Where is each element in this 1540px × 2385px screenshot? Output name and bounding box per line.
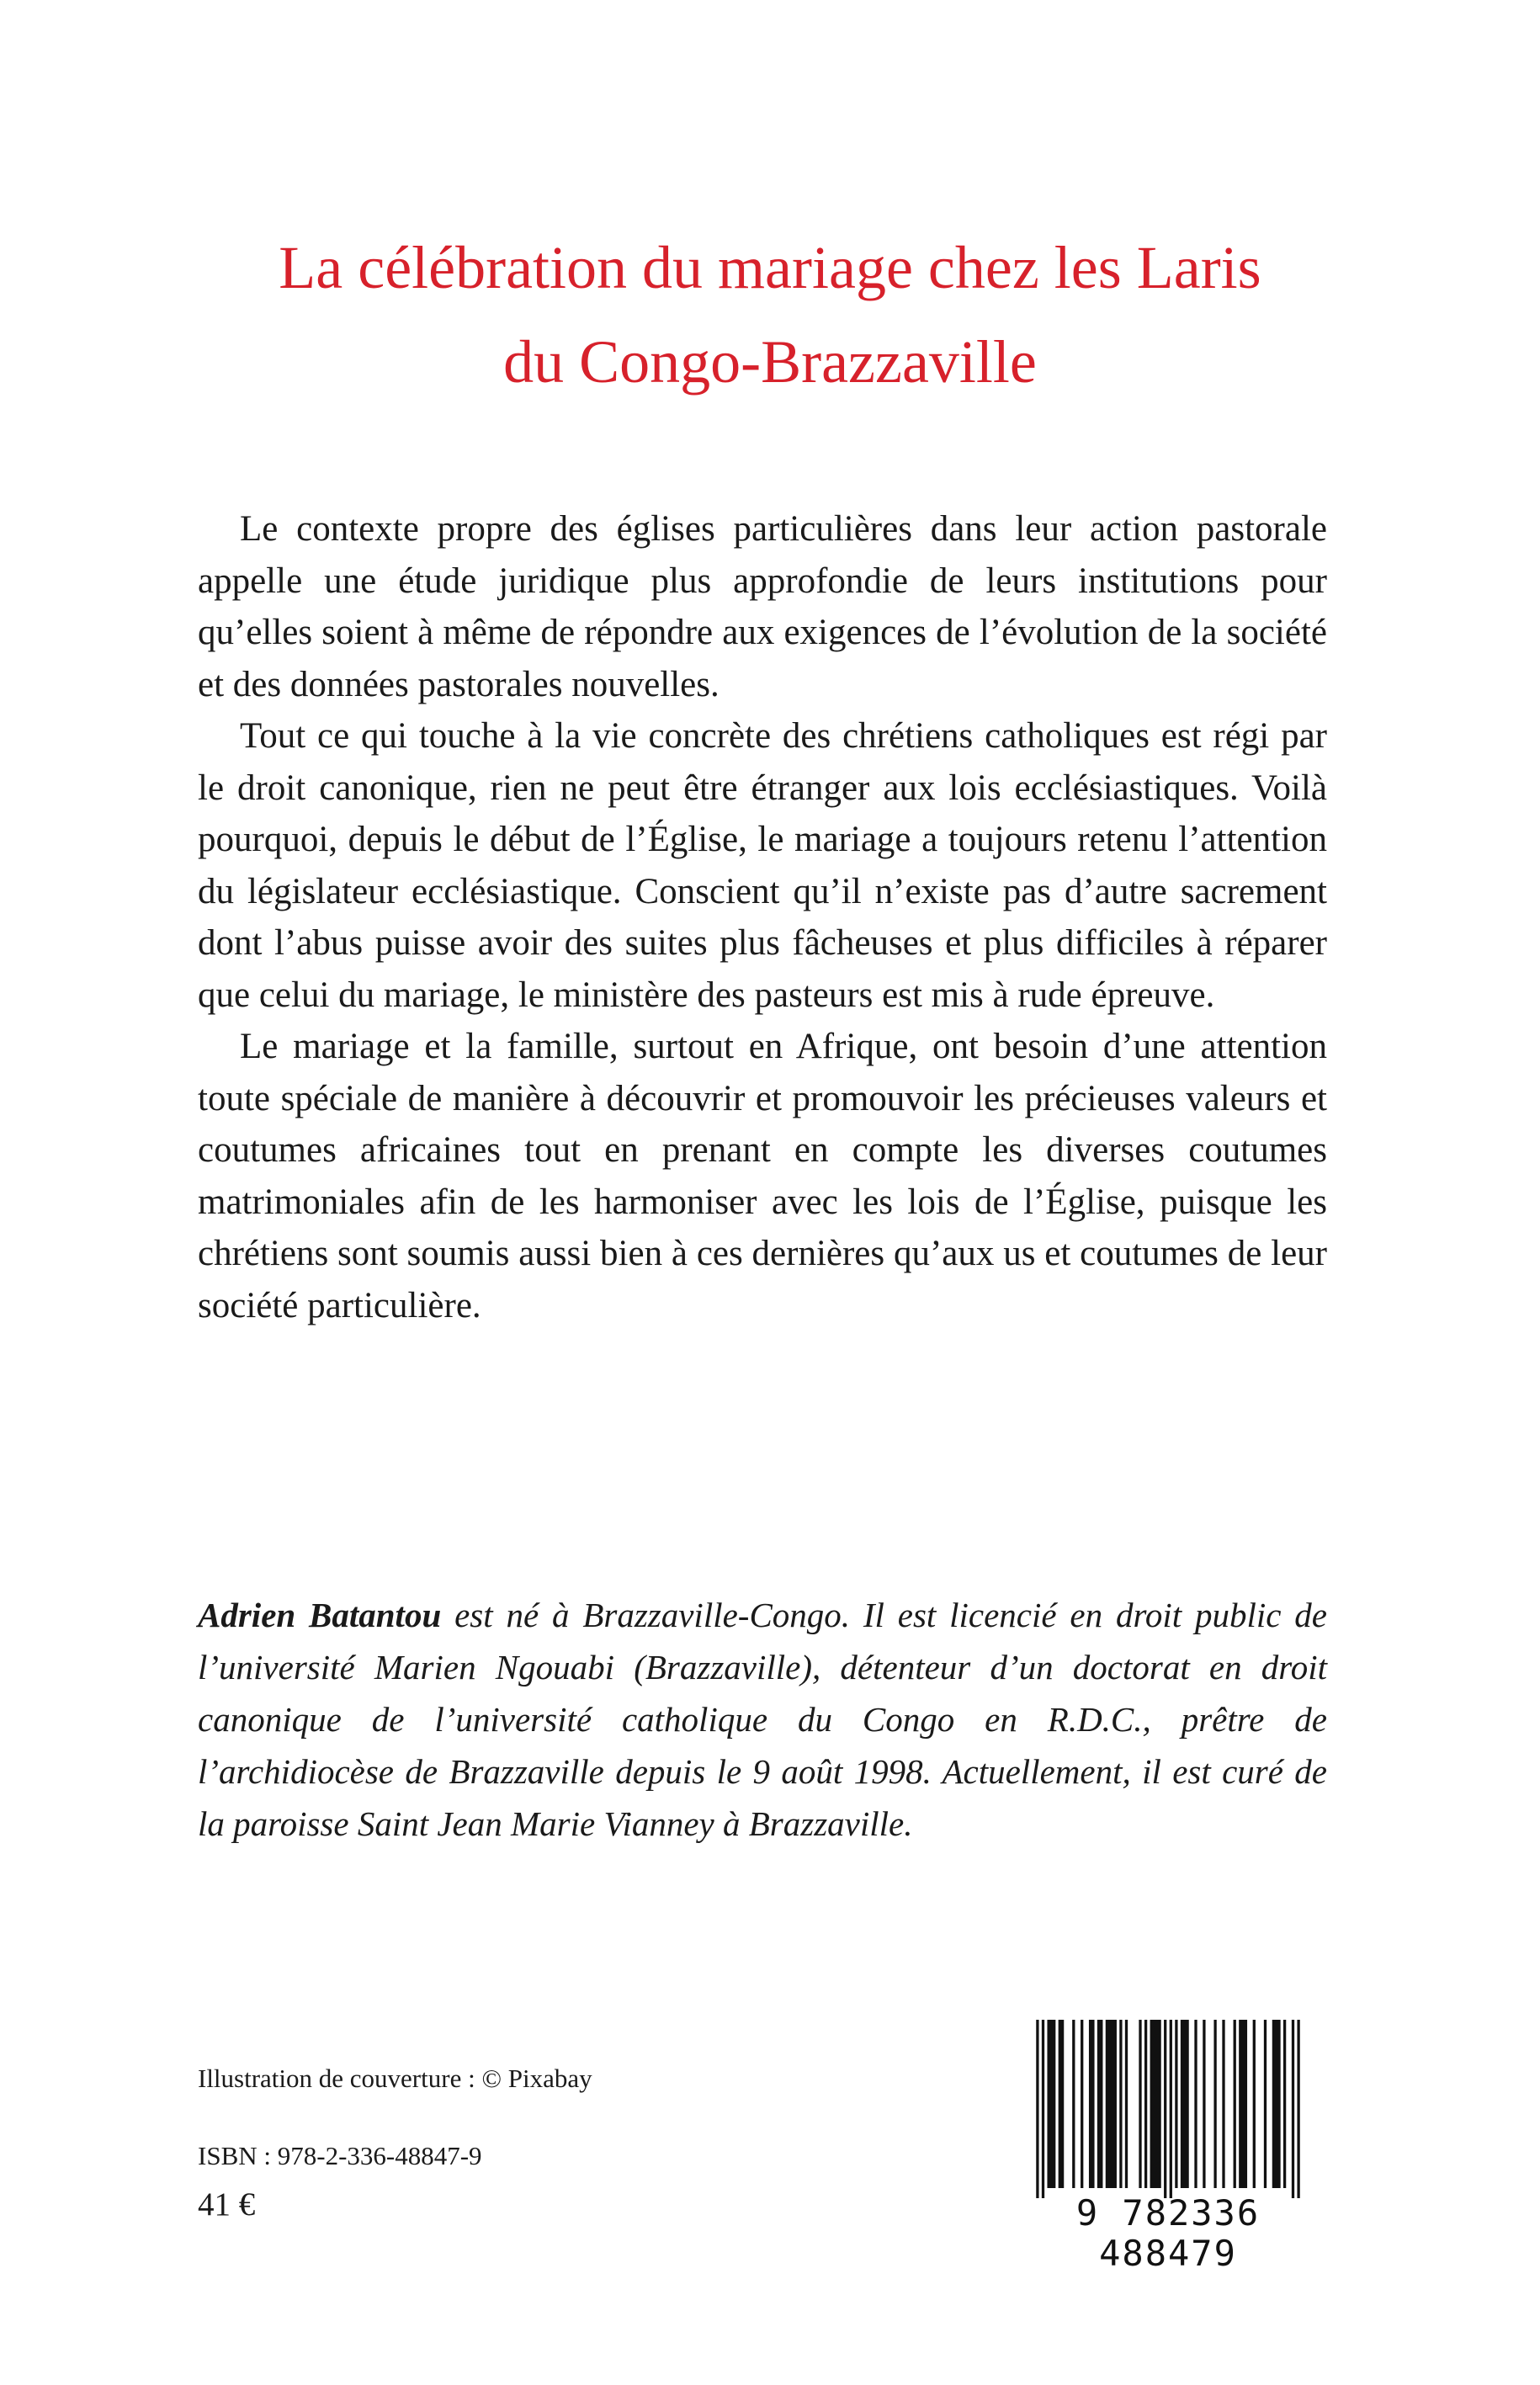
summary-paragraph-3: Le mariage et la famille, surtout en Afrique, ont besoin d’une attention toute spéciale de manière à découvrir et promouvoir les précieuses valeurs et coutumes africaines tout en prenant en compte les diverses coutumes matrimoniales afin de les harmoniser avec les lois de l’Église, puisque les chrétiens sont soumis aussi bien à ces dernières qu’aux us et coutumes de leur société particulière. [198,1027,1327,1325]
barcode-bar [1106,2020,1117,2188]
barcode-bar [1175,2020,1177,2188]
barcode-bar [1119,2020,1122,2188]
barcode-bar [1150,2020,1161,2188]
barcode-bar [1222,2020,1224,2188]
barcode-bar [1072,2020,1075,2188]
barcode-bar [1181,2020,1189,2188]
summary-paragraph-2: Tout ce qui touche à la vie concrète des chrétiens catholiques est régi par le droit canonique, rien ne peut être étranger aux lois ecclésiastiques. Voilà pourquoi, depuis le début de l’Église, le mariage a toujours retenu l’attention du législateur ecclésiastique. Conscient qu’il n’existe pas d’autre sacrement dont l’abus puisse avoir des suites plus fâcheuses et plus difficiles à réparer que celui du mariage, le ministère des pasteurs est mis à rude épreuve. [198,716,1327,1015]
price: 41 € [198,2186,256,2223]
barcode-bar [1253,2020,1256,2188]
barcode-bar [1234,2020,1236,2188]
barcode-bar [1264,2020,1267,2188]
barcode-bar [1042,2020,1044,2198]
book-title [0,220,1540,409]
book-summary [198,503,1327,1331]
barcode-bar [1297,2020,1299,2198]
summary-paragraph-1: Le contexte propre des églises particulières dans leur action pastorale appelle une étude juridique plus approfondie de leurs institutions pour qu’elles soient à même de répondre aux exigences de l’évolution de la société et des données pastorales nouvelles. [198,509,1327,704]
barcode-bar [1213,2020,1216,2188]
barcode-bar [1272,2020,1281,2188]
barcode-bar [1292,2020,1294,2198]
author-bio [198,1589,1327,1850]
barcode-bar [1097,2020,1103,2188]
barcode-bar [1089,2020,1095,2188]
barcode-bar [1036,2020,1038,2198]
barcode-bar [1081,2020,1083,2188]
barcode-bar [1203,2020,1205,2188]
author-name: Adrien Batantou [198,1596,442,1634]
book-title-line-1: La célébration du mariage chez les Laris [279,234,1261,301]
illustration-credit: Illustration de couverture : © Pixabay [198,2064,592,2093]
barcode-bar [1047,2020,1055,2188]
barcode-bar [1194,2020,1197,2188]
barcode-bar [1139,2020,1141,2188]
barcode-bar [1059,2020,1065,2188]
book-title-line-2: du Congo-Brazzaville [503,328,1037,396]
author-bio-text: est né à Brazzaville-Congo. Il est licencié en droit public de l’université Marien Ngouabi (Brazzaville), détenteur d’un doctorat en droit canonique de l’université catholique du Congo en R.D.C., prêtre de l’archidiocèse de Brazzaville depuis le 9 août 1998. Actuellement, il est curé de la paroisse Saint Jean Marie Vianney à Brazzaville. [198,1596,1327,1843]
isbn: ISBN : 978-2-336-48847-9 [198,2141,482,2170]
barcode-bar [1144,2020,1147,2188]
barcode-bar [1125,2020,1128,2188]
barcode-bar [1164,2020,1166,2198]
barcode-bar [1239,2020,1247,2188]
barcode-digits: 9 782336 488479 [1075,2192,1261,2274]
isbn-barcode [1006,2020,1330,2274]
barcode-bar [1283,2020,1286,2188]
barcode-bars [1006,2020,1330,2198]
barcode-bar [1170,2020,1172,2198]
